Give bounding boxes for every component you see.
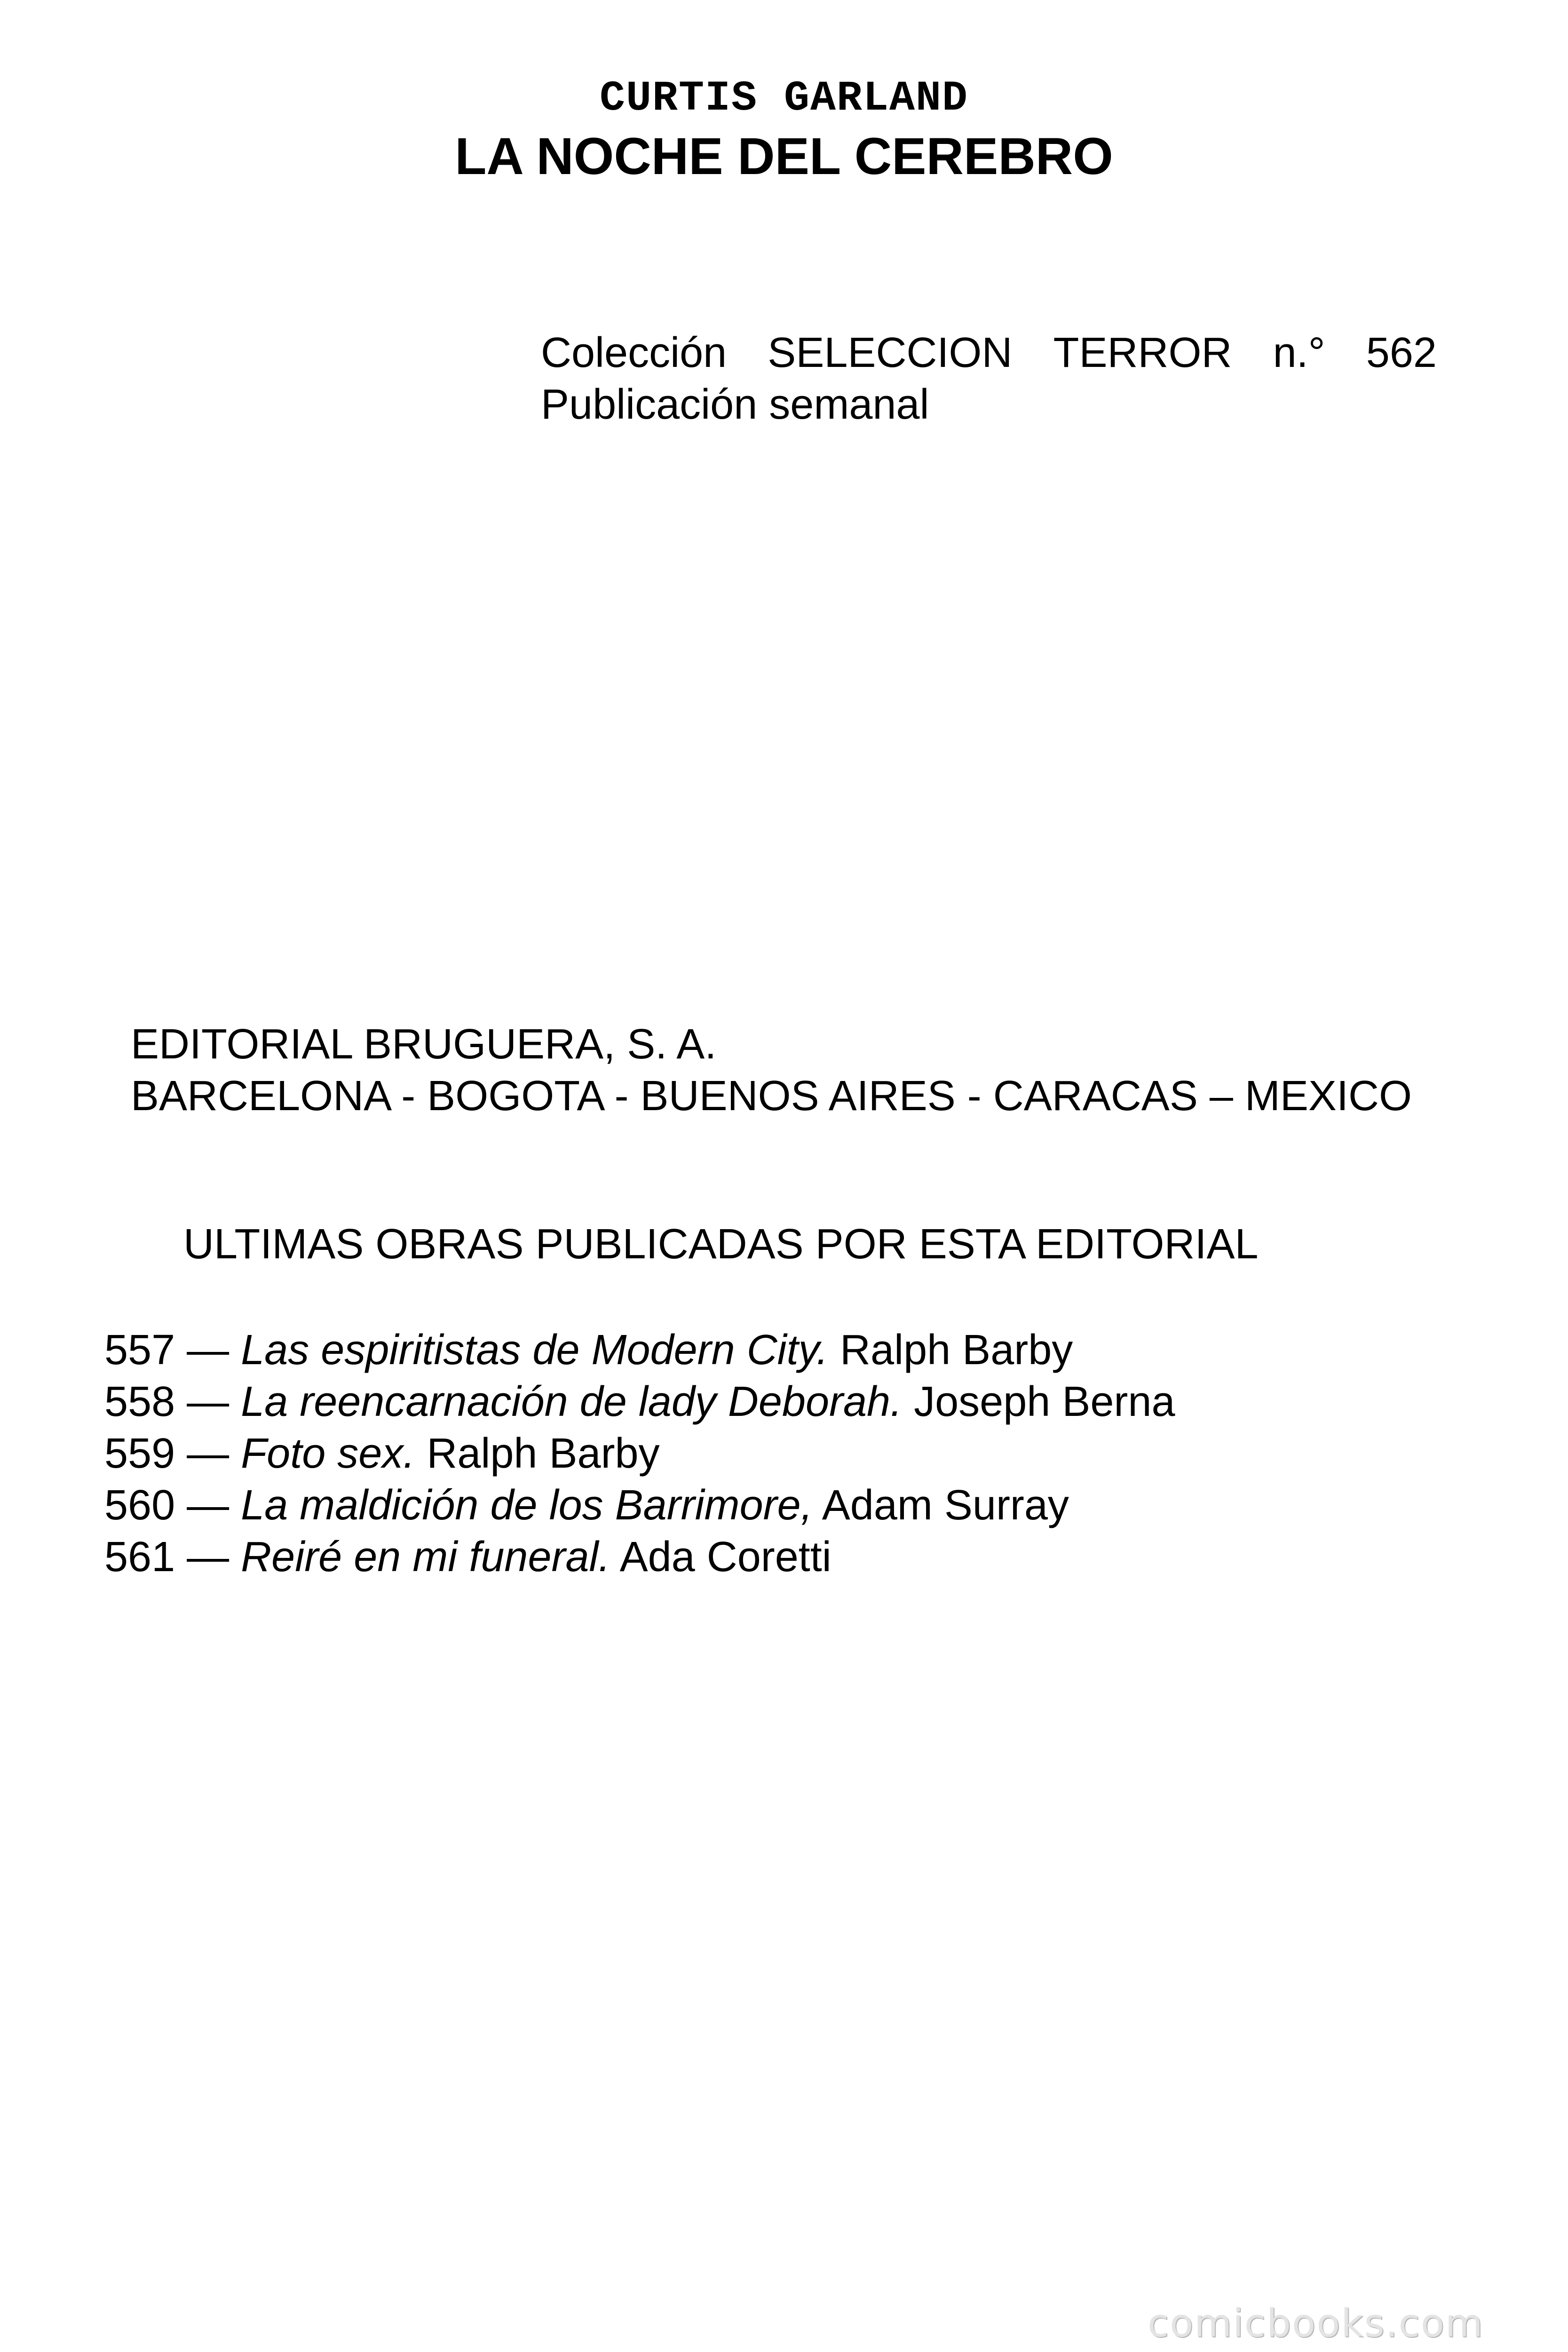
publication-frequency: Publicación semanal (541, 381, 929, 428)
work-number: 558 — (104, 1378, 241, 1425)
list-item (104, 1479, 1175, 1531)
recent-works-list (104, 1324, 1175, 1583)
recent-works-heading: ULTIMAS OBRAS PUBLICADAS POR ESTA EDITORIAL (183, 1221, 1259, 1268)
publisher-block (131, 1018, 1495, 1122)
collection-info (541, 327, 1437, 430)
collection-number-label: n.° (1273, 329, 1325, 376)
work-number: 561 — (104, 1534, 241, 1581)
collection-line (541, 327, 1437, 379)
work-title: La reencarnación de lady Deborah. (241, 1378, 903, 1425)
collection-number: 562 (1366, 329, 1437, 376)
work-author: Ralph Barby (828, 1327, 1073, 1374)
work-number: 559 — (104, 1430, 241, 1477)
work-title: La maldición de los Barrimore, (241, 1482, 813, 1529)
publisher-cities: BARCELONA - BOGOTA - BUENOS AIRES - CARACAS – MEXICO (131, 1073, 1412, 1120)
work-title: Las espiritistas de Modern City. (241, 1327, 829, 1374)
work-author: Ralph Barby (415, 1430, 660, 1477)
work-author: Joseph Berna (902, 1378, 1175, 1425)
work-number: 557 — (104, 1327, 241, 1374)
book-author: CURTIS GARLAND (599, 75, 969, 123)
list-item (104, 1324, 1175, 1376)
collection-name-word: SELECCION (768, 329, 1013, 376)
book-title: LA NOCHE DEL CEREBRO (455, 127, 1113, 185)
work-title: Foto sex. (241, 1430, 415, 1477)
site-watermark: comicbooks.com (1148, 2301, 1484, 2346)
work-author: Adam Surray (812, 1482, 1069, 1529)
work-number: 560 — (104, 1482, 241, 1529)
list-item (104, 1428, 1175, 1479)
collection-name-word: TERROR (1053, 329, 1232, 376)
list-item (104, 1531, 1175, 1583)
work-author: Ada Coretti (610, 1534, 832, 1581)
collection-word: Colección (541, 329, 727, 376)
work-title: Reiré en mi funeral. (241, 1534, 610, 1581)
list-item (104, 1376, 1175, 1428)
publisher-name: EDITORIAL BRUGUERA, S. A. (131, 1021, 717, 1068)
